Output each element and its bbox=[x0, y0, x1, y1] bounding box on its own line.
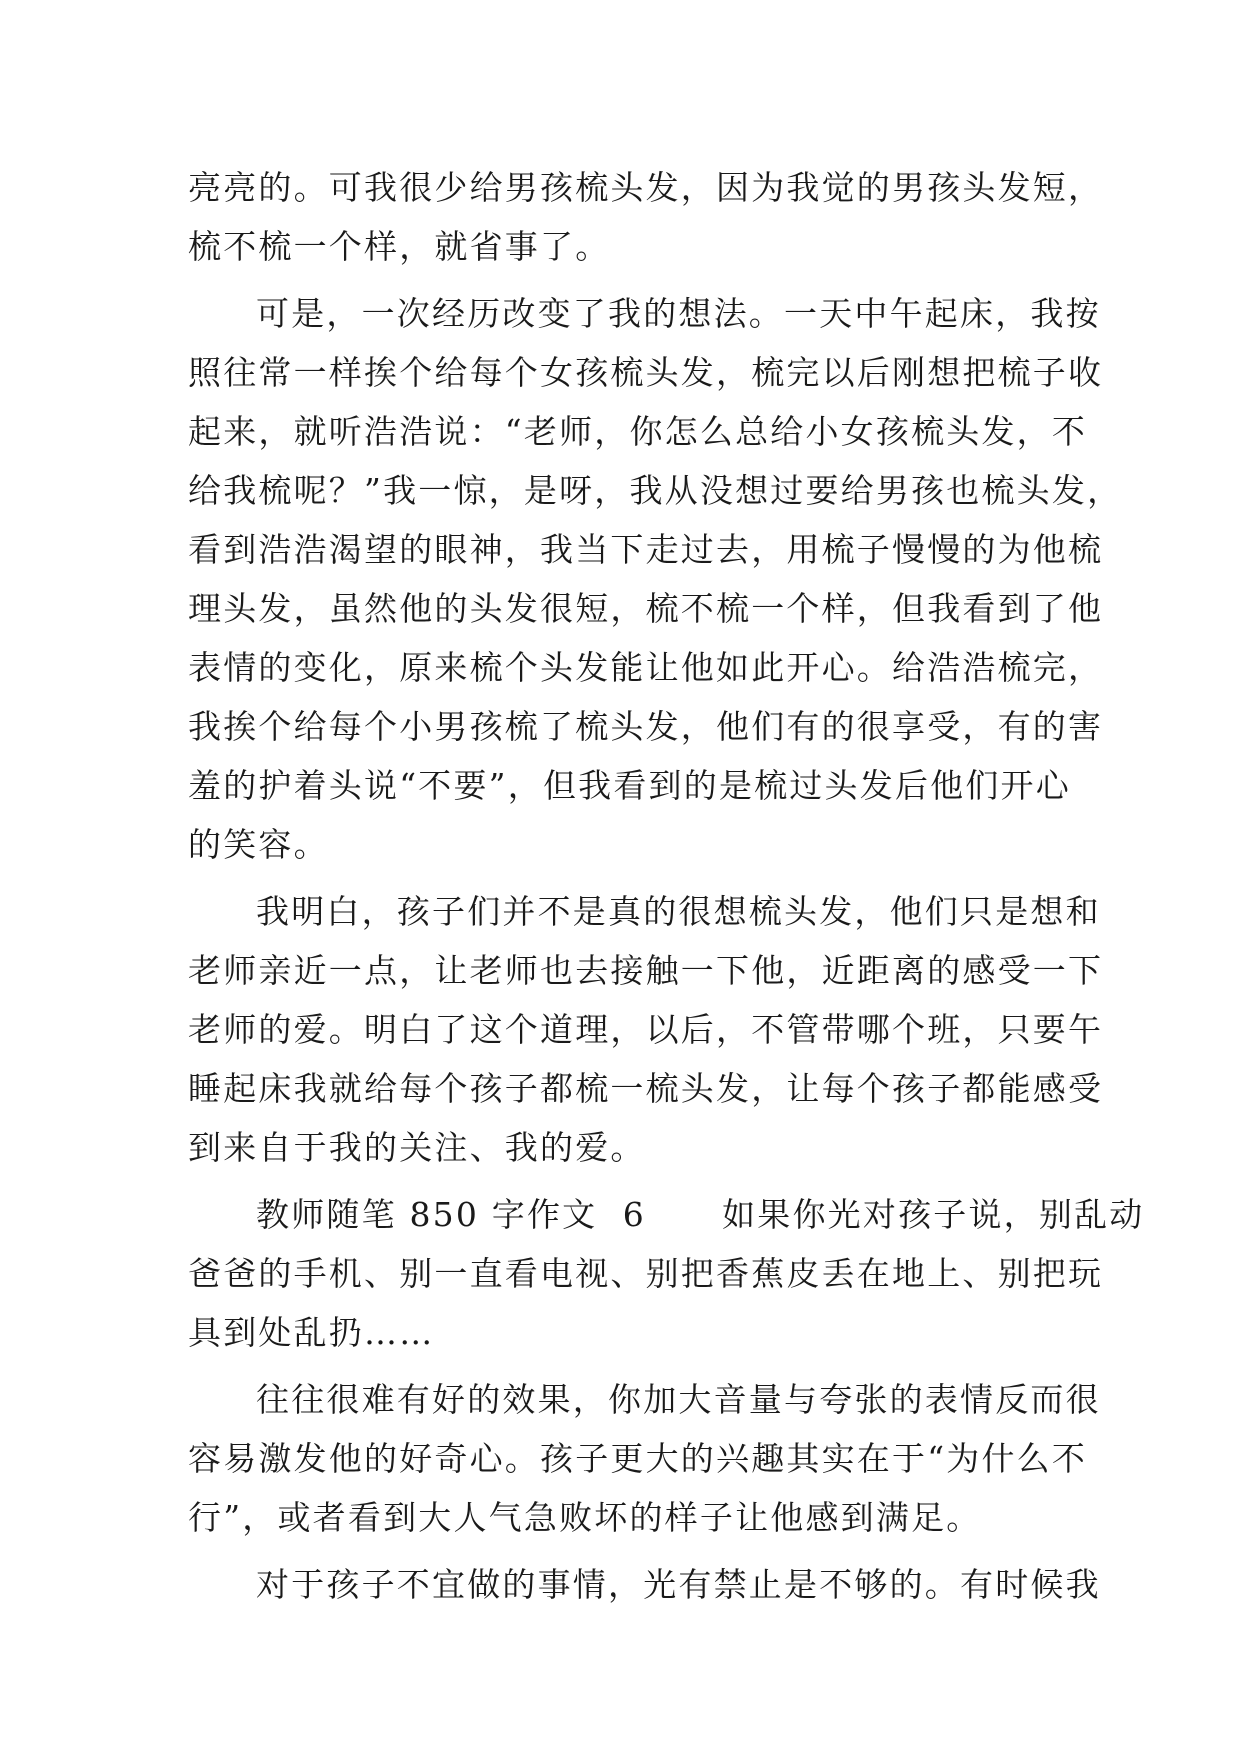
paragraph-continuation bbox=[188, 158, 1104, 276]
text-line: 我挨个给每个小男孩梳了梳头发，他们有的很享受，有的害 bbox=[188, 707, 1104, 746]
text-line: 的笑容。 bbox=[188, 825, 329, 864]
text-line: 理头发，虽然他的头发很短，梳不梳一个样，但我看到了他 bbox=[188, 589, 1104, 628]
text-line: 羞的护着头说“不要”，但我看到的是梳过头发后他们开心 bbox=[188, 766, 1071, 805]
text-line: 我明白，孩子们并不是真的很想梳头发，他们只是想和 bbox=[256, 892, 1101, 931]
paragraph bbox=[188, 284, 1123, 874]
text-line: 到来自于我的关注、我的爱。 bbox=[188, 1128, 646, 1167]
text-line: 老师的爱。明白了这个道理，以后，不管带哪个班，只要午 bbox=[188, 1010, 1104, 1049]
paragraph bbox=[188, 1555, 1101, 1614]
text-line: 教师随笔 850 字作文 6 如果你光对孩子说，别乱动 bbox=[256, 1195, 1145, 1234]
text-line: 容易激发他的好奇心。孩子更大的兴趣其实在于“为什么不 bbox=[188, 1439, 1088, 1478]
text-line: 具到处乱扔…… bbox=[188, 1313, 435, 1352]
text-line: 对于孩子不宜做的事情，光有禁止是不够的。有时候我 bbox=[256, 1565, 1101, 1604]
text-line: 表情的变化，原来梳个头发能让他如此开心。给浩浩梳完， bbox=[188, 648, 1104, 687]
text-line: 亮亮的。可我很少给男孩梳头发，因为我觉的男孩头发短， bbox=[188, 168, 1104, 207]
text-line: 睡起床我就给每个孩子都梳一梳头发，让每个孩子都能感受 bbox=[188, 1069, 1104, 1108]
paragraph bbox=[188, 1185, 1145, 1362]
text-line: 看到浩浩渴望的眼神，我当下走过去，用梳子慢慢的为他梳 bbox=[188, 530, 1104, 569]
text-line: 爸爸的手机、别一直看电视、别把香蕉皮丢在地上、别把玩 bbox=[188, 1254, 1104, 1293]
text-line: 行”，或者看到大人气急败坏的样子让他感到满足。 bbox=[188, 1498, 982, 1537]
text-line: 可是，一次经历改变了我的想法。一天中午起床，我按 bbox=[256, 294, 1101, 333]
text-line: 老师亲近一点，让老师也去接触一下他，近距离的感受一下 bbox=[188, 951, 1104, 990]
text-line: 梳不梳一个样，就省事了。 bbox=[188, 227, 611, 266]
text-line: 照往常一样挨个给每个女孩梳头发，梳完以后刚想把梳子收 bbox=[188, 353, 1104, 392]
paragraph bbox=[188, 1370, 1101, 1547]
text-line: 给我梳呢？”我一惊，是呀，我从没想过要给男孩也梳头发， bbox=[188, 471, 1123, 510]
document-body bbox=[188, 158, 1145, 1614]
text-line: 往往很难有好的效果，你加大音量与夸张的表情反而很 bbox=[256, 1380, 1101, 1419]
paragraph bbox=[188, 882, 1104, 1177]
text-line: 起来，就听浩浩说：“老师，你怎么总给小女孩梳头发，不 bbox=[188, 412, 1088, 451]
